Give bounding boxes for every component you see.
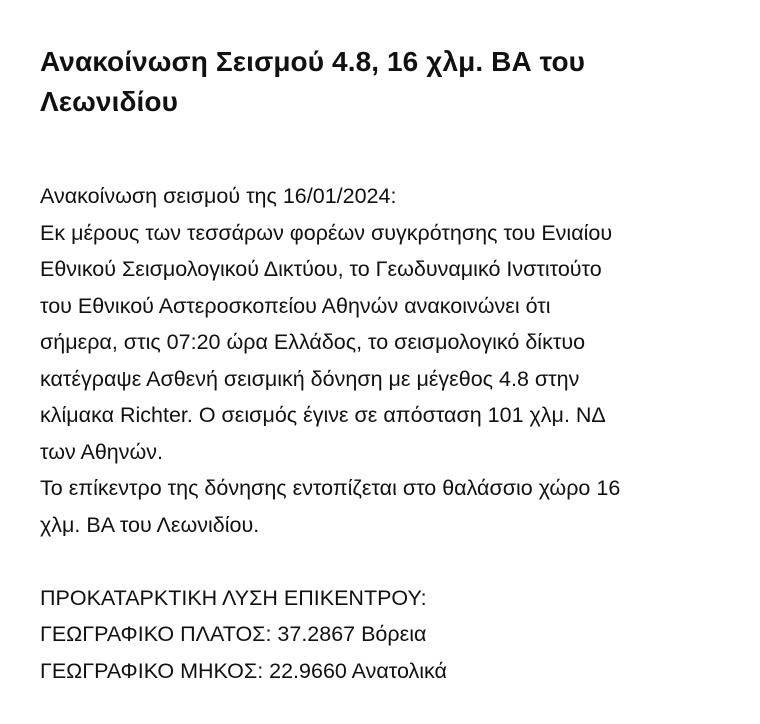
body-line: χλμ. ΒΑ του Λεωνιδίου.: [40, 512, 260, 537]
longitude-line: ΓΕΩΓΡΑΦΙΚΟ ΜΗΚΟΣ: 22.9660 Ανατολικά: [40, 658, 447, 683]
article-title: [40, 42, 720, 122]
announcement-date-line: Ανακοίνωση σεισμού της 16/01/2024:: [40, 184, 397, 208]
body-line: κλίμακα Richter. Ο σεισμός έγινε σε απόσταση 101 χλμ. ΝΔ: [40, 403, 606, 427]
body-line: Εθνικού Σεισμολογικού Δικτύου, το Γεωδυναμικό Ινστιτούτο: [40, 257, 602, 281]
paragraph-spacer: [40, 543, 740, 580]
body-line: των Αθηνών.: [40, 439, 164, 464]
body-line: του Εθνικού Αστεροσκοπείου Αθηνών ανακοινώνει ότι: [40, 293, 551, 318]
latitude-line: ΓΕΩΓΡΑΦΙΚΟ ΠΛΑΤΟΣ: 37.2867 Βόρεια: [40, 622, 427, 646]
body-line: Το επίκεντρο της δόνησης εντοπίζεται στο θαλάσσιο χώρο 16: [40, 476, 621, 500]
body-line: Εκ μέρους των τεσσάρων φορέων συγκρότησης του Ενιαίου: [40, 220, 613, 245]
article-title-line-2: Λεωνιδίου: [40, 86, 179, 117]
epicenter-heading: ΠΡΟΚΑΤΑΡΚΤΙΚΗ ΛΥΣΗ ΕΠΙΚΕΝΤΡΟΥ:: [40, 585, 427, 610]
article-title-line-1: Ανακοίνωση Σεισμού 4.8, 16 χλμ. ΒΑ του: [40, 46, 586, 77]
body-line: σήμερα, στις 07:20 ώρα Ελλάδος, το σεισμολογικό δίκτυο: [40, 330, 586, 354]
article-body: [40, 178, 740, 689]
body-line: κατέγραψε Ασθενή σεισμική δόνηση με μέγεθος 4.8 στην: [40, 366, 580, 391]
